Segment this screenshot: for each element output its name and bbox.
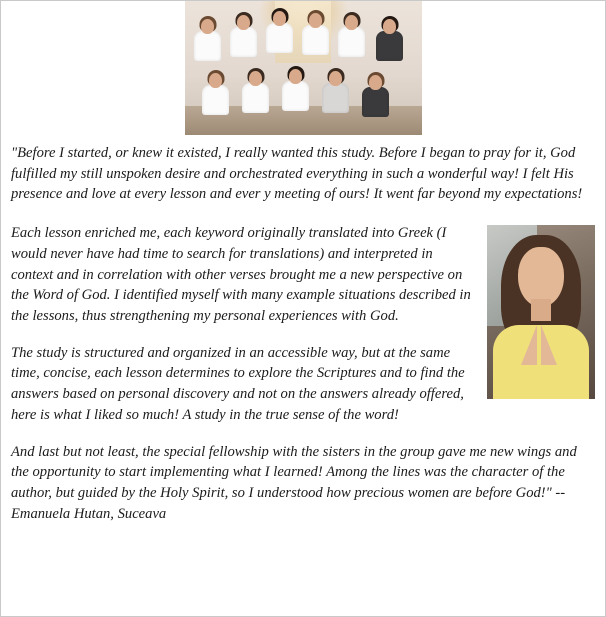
collar-left	[521, 325, 537, 365]
person-figure	[229, 15, 259, 57]
person-figure	[301, 13, 331, 55]
person-figure	[193, 19, 223, 61]
torso	[282, 81, 309, 111]
group-photo-container	[1, 1, 605, 135]
head	[345, 15, 358, 30]
person-figure	[241, 71, 271, 113]
torso	[362, 87, 389, 117]
head	[249, 71, 262, 86]
head	[237, 15, 250, 30]
testimonial-paragraph-3: The study is structured and organized in an accessible way, but at the same time, concise, each lesson determines to explore the Scriptures and to find the answers based on personal discovery and not on the answers already offered, here is what I liked so much! A study in the true sense of the word!	[11, 344, 465, 423]
testimonial-paragraph-1: "Before I started, or knew it existed, I really wanted this study. Before I began to pray for it, God fulfilled my still unspoken desire and orchestrated everything in such a wonderful way! I felt His presence and love at every lesson and ever y meeting of ours! It went far beyond my expectations!	[11, 145, 583, 203]
neck	[531, 299, 551, 321]
person-figure	[321, 71, 351, 113]
person-figure	[375, 19, 405, 61]
torso	[322, 83, 349, 113]
portrait-photo	[487, 225, 595, 399]
torso	[242, 83, 269, 113]
head	[329, 71, 342, 86]
torso	[194, 31, 221, 61]
person-figure	[337, 15, 367, 57]
person-figure	[281, 69, 311, 111]
head	[289, 69, 302, 84]
head	[273, 11, 286, 26]
torso	[302, 25, 329, 55]
torso	[338, 27, 365, 57]
collar-right	[541, 325, 557, 365]
torso	[230, 27, 257, 57]
torso	[202, 85, 229, 115]
testimonial-text	[1, 135, 605, 525]
person-figure	[201, 73, 231, 115]
head	[209, 73, 222, 88]
person-figure	[265, 11, 295, 53]
head	[383, 19, 396, 34]
head	[369, 75, 382, 90]
group-photo	[185, 1, 422, 135]
person-figure	[361, 75, 391, 117]
torso	[376, 31, 403, 61]
testimonial-paragraph-2: Each lesson enriched me, each keyword originally translated into Greek (I would never have had time to search for translations) and interpreted in context and in correlation with other verses brought me a new perspective on the Word of God. I identified myself with many example situations described in the lessons, thus strengthening my personal experiences with God.	[11, 225, 471, 325]
head	[201, 19, 214, 34]
testimonial-paragraph-4: And last but not least, the special fellowship with the sisters in the group gave me new wings and the opportunity to start implementing what I learned! Among the lines was the character of the author, but guided by the Holy Spirit, so I understood how precious women are before God!" -- Emanuela Hutan, Suceava	[11, 443, 577, 522]
head	[309, 13, 322, 28]
face	[518, 247, 564, 307]
torso	[266, 23, 293, 53]
